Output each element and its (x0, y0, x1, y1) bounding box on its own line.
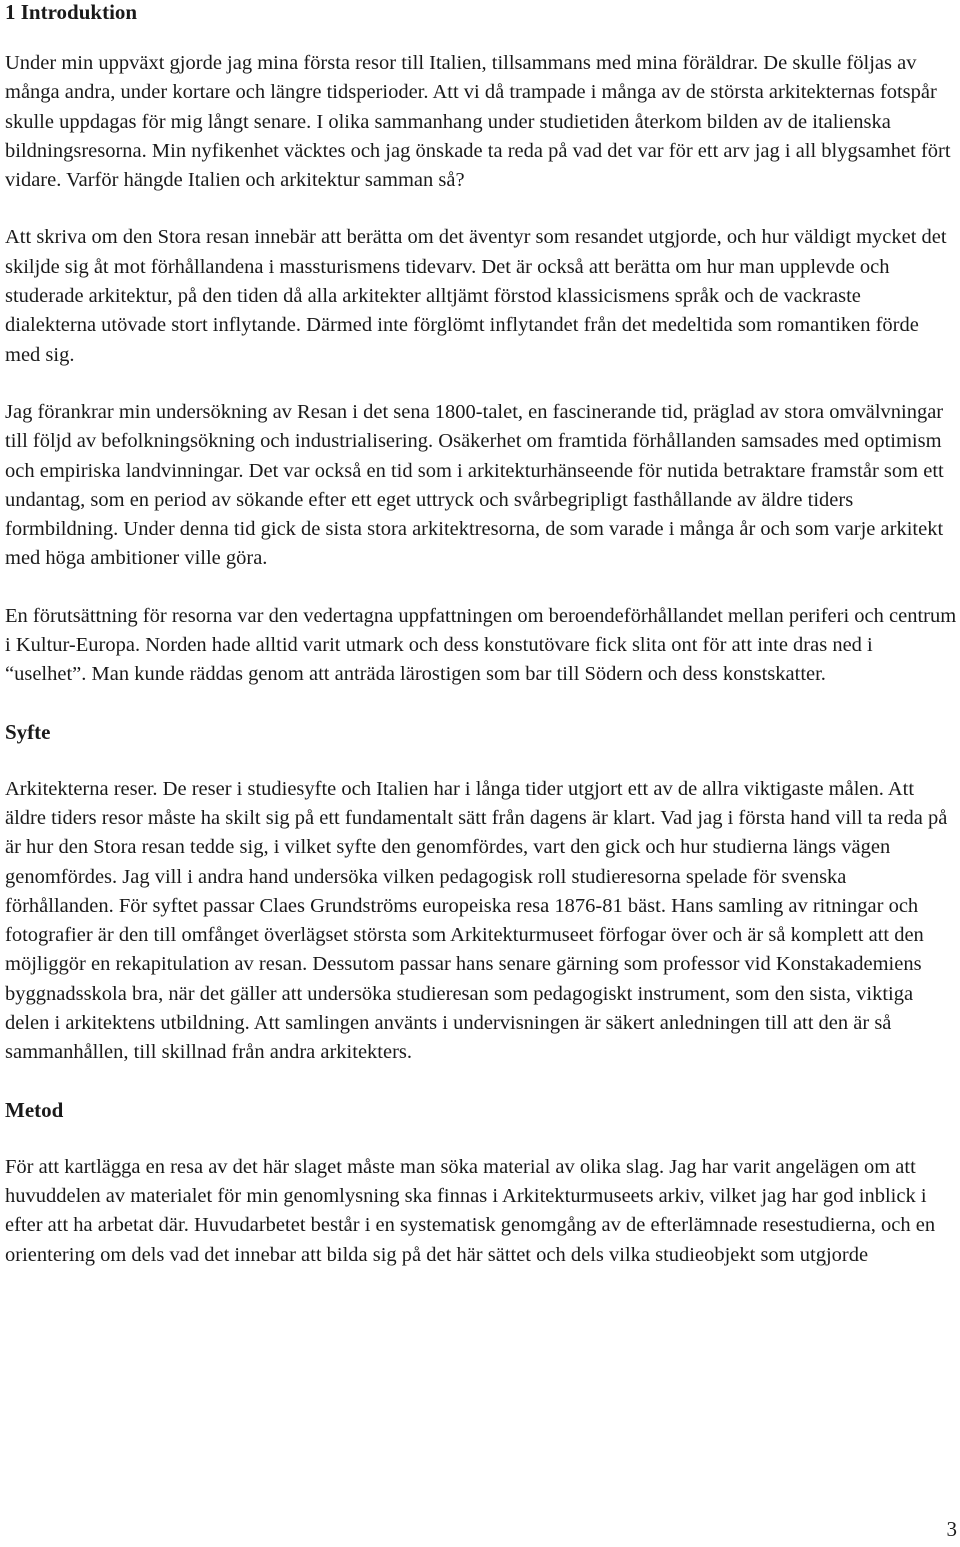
intro-paragraph-1: Under min uppväxt gjorde jag mina första resor till Italien, tillsammans med mina föräldrar. De skulle följas av många andra, under kortare och längre tidsperioder. Att vi då trampade i många av de största arkitekternas fotspår skulle uppdagas för mig långt senare. I olika sammanhang under studietiden återkom bilden av de italienska bildningsresorna. Min nyfikenhet väcktes och jag önskade ta reda på vad det var för ett arv jag i all blygsamhet fört vidare. Varför hängde Italien och arkitektur samman så? (5, 52, 951, 192)
page-number: 3 (946, 1517, 957, 1541)
section-title: 1 Introduktion (5, 0, 138, 24)
document-page (5, 0, 957, 1270)
intro-paragraph-2: Att skriva om den Stora resan innebär att berätta om det äventyr som resandet utgjorde, och hur väldigt mycket det skiljde sig åt mot förhållandena i massturismens tidevarv. Det är också att berätta om hur man upplevde och studerade arkitektur, på den tiden då alla arkitekter alltjämt förstod klassicismens språk och de vackraste dialekterna utövade stort inflytande. Därmed inte förglömt inflytandet från det medeltida som romantiken förde med sig. (5, 226, 947, 366)
intro-paragraph-3: Jag förankrar min undersökning av Resan i det sena 1800-talet, en fascinerande tid, präglad av stora omvälvningar till följd av befolkningsökning och industrialisering. Osäkerhet om framtida förhållanden samsades med optimism och empiriska landvinningar. Det var också en tid som i arkitekturhänseende för nutida betraktare framstår som ett undantag, som en period av sökande efter ett eget uttryck och svårbegripligt fasthållande av äldre tiders formbildning. Under denna tid gick de sista stora arkitektresorna, de som varade i många år och som varje arkitekt med höga ambitioner ville göra. (5, 400, 944, 570)
intro-paragraph-4: En förutsättning för resorna var den vedertagna uppfattningen om beroendeförhållandet mellan periferi och centrum i Kultur-Europa. Norden hade alltid varit utmark och dess konstutövare fick slita ont för att inte dras ned i “uselhet”. Man kunde räddas genom att anträda lärostigen som bar till Södern och dess konstskatter. (5, 604, 957, 686)
metod-paragraph: För att kartlägga en resa av det här slaget måste man söka material av olika slag. Jag har varit angelägen om att huvuddelen av materialet för min genomlysning ska finnas i Arkitekturmuseets arkiv, vilket jag har god inblick i efter att ha arbetat där. Huvudarbetet består i en systematisk genomgång av de efterlämnade resestudierna, och en orientering om dels vad det innebar att bilda sig på det här sättet och dels vilka studieobjekt som utgjorde (5, 1155, 936, 1266)
metod-heading: Metod (5, 1097, 64, 1122)
syfte-paragraph: Arkitekterna reser. De reser i studiesyfte och Italien har i långa tider utgjort ett av de allra viktigaste målen. Att äldre tiders resor måste ha skilt sig på ett fundamentalt sätt från dagens är klart. Vad jag i första hand vill ta reda på är hur den Stora resan tedde sig, i vilket syfte den genomfördes, vart den gick och hur studierna längs vägen genomfördes. Jag vill i andra hand undersöka vilken pedagogisk roll studieresorna spelade för svenska förhållanden. För syftet passar Claes Grundströms europeiska resa 1876-81 bäst. Hans samling av ritningar och fotografier är den till omfånget överlägset största som Arkitekturmuseet förfogar över och är så komplett att den möjliggör en rekapitulation av resan. Dessutom passar hans senare gärning som professor vid Konstakademiens byggnadsskola bra, när det gäller att undersöka studieresan som pedagogiskt instrument, som den sista, viktiga delen i arkitektens utbildning. Att samlingen använts i undervisningen är säkert anledningen till att den är så sammanhållen, till skillnad från andra arkitekters. (5, 777, 948, 1064)
syfte-heading: Syfte (5, 719, 51, 744)
